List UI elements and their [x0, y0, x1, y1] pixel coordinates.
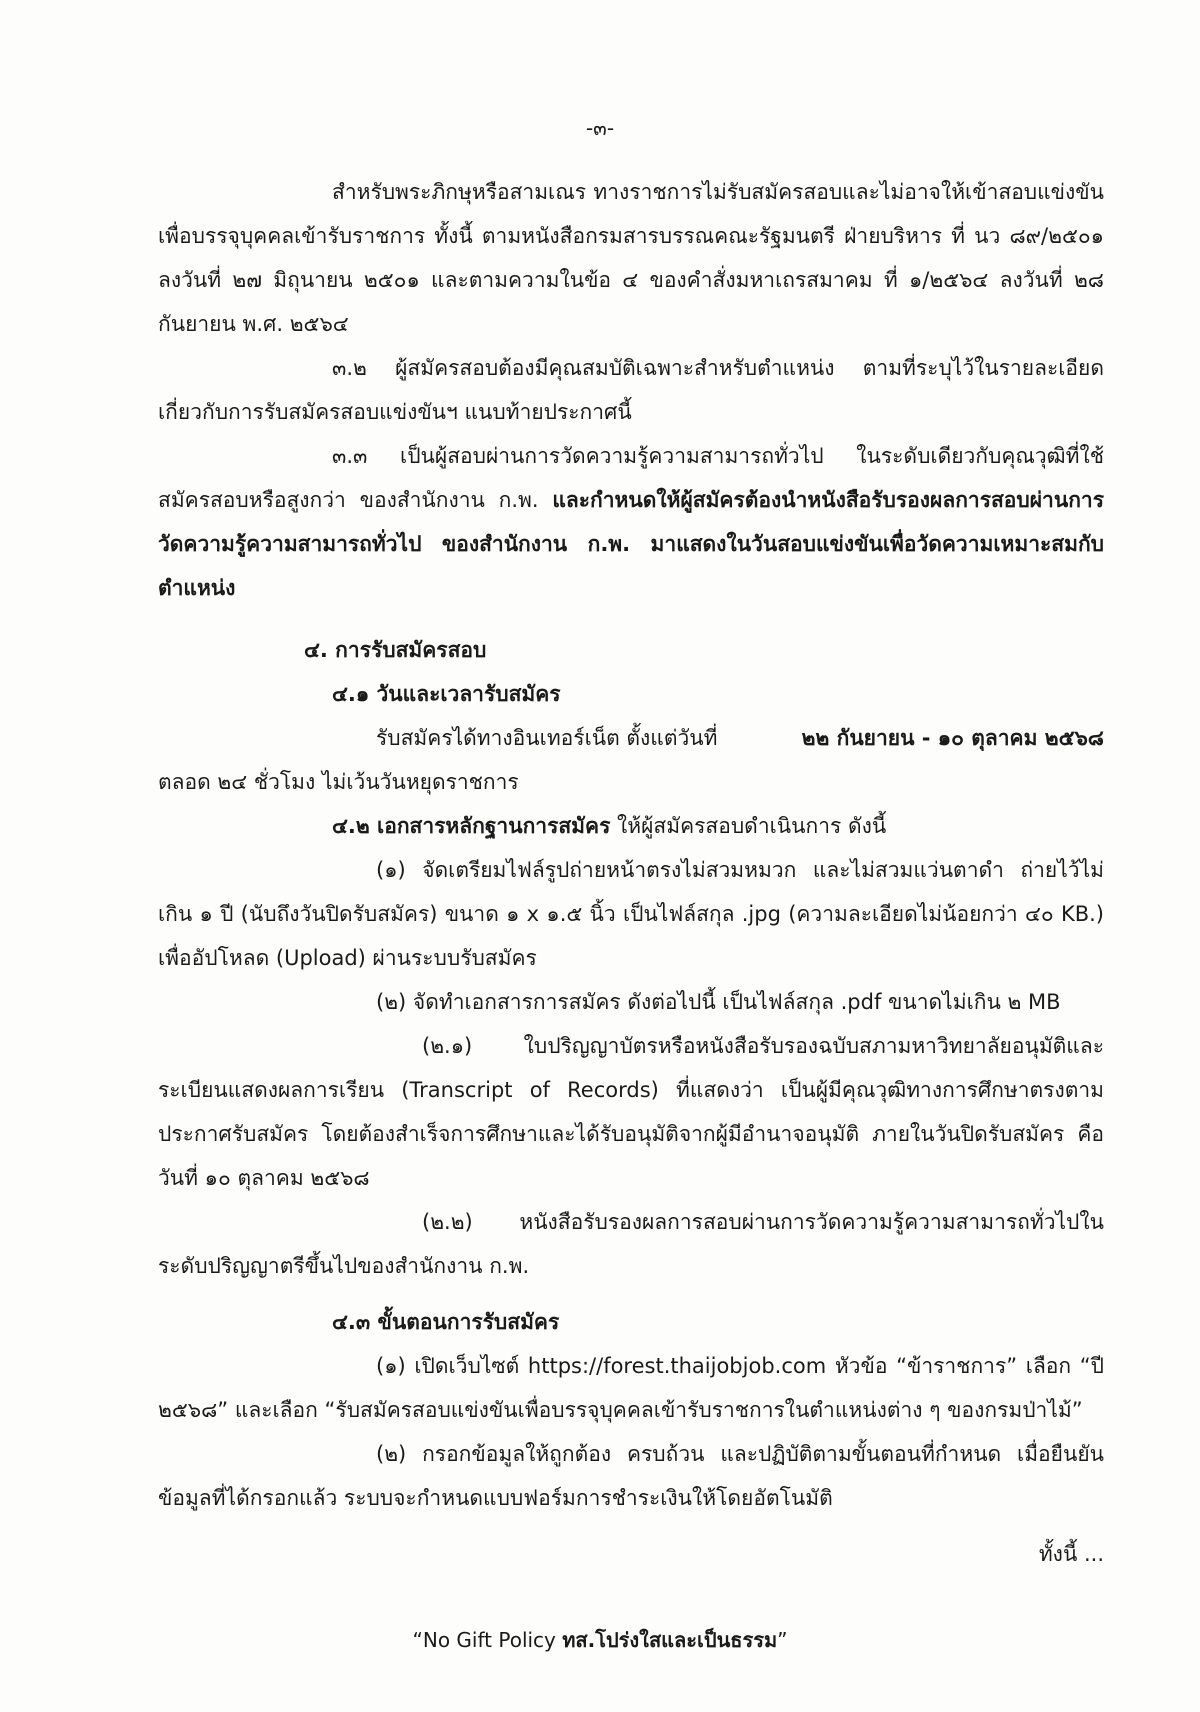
- item-4-2-2-1: (๒.๑) ใบปริญญาบัตรหรือหนังสือรับรองฉบับสภามหาวิทยาลัยอนุมัติและระเบียนแสดงผลการเรียน (Transcript of Records) ที่แสดงว่า เป็นผู้มีคุณวุฒิทางการศึกษาตรงตามประกาศรับสมัคร โดยต้องสำเร็จการศึกษาและได้รับอนุมัติจากผู้มีอำนาจอนุมัติ ภายในวันปิดรับสมัคร คือ วันที่ ๑๐ ตุลาคม ๒๕๖๘: [158, 1034, 1104, 1190]
- application-period-line: [158, 716, 1104, 760]
- paragraph-3-2: ๓.๒ ผู้สมัครสอบต้องมีคุณสมบัติเฉพาะสำหรับตำแหน่ง ตามที่ระบุไว้ในรายละเอียดเกี่ยวกับการรับสมัครสอบแข่งขันฯ แนบท้ายประกาศนี้: [158, 356, 1104, 424]
- application-period-dates: ๒๒ กันยายน - ๑๐ ตุลาคม ๒๕๖๘: [801, 726, 1104, 750]
- continuation-marker: ทั้งนี้ ...: [1038, 1542, 1104, 1566]
- item-4-2-1: (๑) จัดเตรียมไฟล์รูปถ่ายหน้าตรงไม่สวมหมวก และไม่สวมแว่นตาดำ ถ่ายไว้ไม่เกิน ๑ ปี (นับถึงวันปิดรับสมัคร) ขนาด ๑ x ๑.๕ นิ้ว เป็นไฟล์สกุล .jpg (ความละเอียดไม่น้อยกว่า ๔๐ KB.) เพื่ออัปโหลด (Upload) ผ่านระบบรับสมัคร: [158, 858, 1104, 970]
- footer-prefix: “No Gift Policy: [412, 1628, 563, 1652]
- footer-bold: ทส.โปร่งใสและเป็นธรรม: [562, 1628, 778, 1652]
- section-4-heading: ๔. การรับสมัครสอบ: [304, 638, 487, 662]
- item-4-3-2: (๒) กรอกข้อมูลให้ถูกต้อง ครบถ้วน และปฏิบัติตามขั้นตอนที่กำหนด เมื่อยืนยันข้อมูลที่ได้กรอกแล้ว ระบบจะกำหนดแบบฟอร์มการชำระเงินให้โดยอัตโนมัติ: [158, 1442, 1104, 1510]
- document-body: [158, 170, 1104, 1520]
- paragraph-3-3-text: ๓.๓ เป็นผู้สอบผ่านการวัดความรู้ความสามารถทั่วไป ในระดับเดียวกับคุณวุฒิที่ใช้สมัครสอบหรือสูงกว่า ของสำนักงาน ก.พ.: [158, 444, 1104, 512]
- paragraph-3-3: [158, 434, 1104, 610]
- item-4-2-2-2: (๒.๒) หนังสือรับรองผลการสอบผ่านการวัดความรู้ความสามารถทั่วไปในระดับปริญญาตรีขึ้นไปของสำนักงาน ก.พ.: [158, 1210, 1104, 1278]
- item-4-2-2: (๒) จัดทำเอกสารการสมัคร ดังต่อไปนี้ เป็นไฟล์สกุล .pdf ขนาดไม่เกิน ๒ MB: [376, 990, 1061, 1014]
- section-4-3-heading: ๔.๓ ขั้นตอนการรับสมัคร: [332, 1310, 560, 1334]
- section-4-2-title: ๔.๒ เอกสารหลักฐานการสมัคร: [332, 814, 611, 838]
- paragraph-3-3-bold-text: และกำหนดให้ผู้สมัครต้องนำหนังสือรับรองผลการสอบผ่านการวัดความรู้ความสามารถทั่วไป ของสำนักงาน ก.พ. มาแสดงในวันสอบแข่งขันเพื่อวัดความเหมาะสมกับตำแหน่ง: [158, 488, 1104, 600]
- section-4-2-subtitle: ให้ผู้สมัครสอบดำเนินการ ดังนี้: [610, 814, 887, 838]
- application-period-continuation: ตลอด ๒๔ ชั่วโมง ไม่เว้นวันหยุดราชการ: [158, 770, 519, 794]
- section-4-2-heading: [158, 804, 1104, 848]
- application-period-label: รับสมัครได้ทางอินเทอร์เน็ต ตั้งแต่วันที่: [376, 726, 718, 750]
- footer-suffix: ”: [777, 1628, 788, 1652]
- page-number: -๓-: [585, 116, 615, 140]
- paragraph-monk-restriction: สำหรับพระภิกษุหรือสามเณร ทางราชการไม่รับสมัครสอบและไม่อาจให้เข้าสอบแข่งขันเพื่อบรรจุบุคคลเข้ารับราชการ ทั้งนี้ ตามหนังสือกรมสารบรรณคณะรัฐมนตรี ฝ่ายบริหาร ที่ นว ๘๙/๒๕๐๑ ลงวันที่ ๒๗ มิถุนายน ๒๕๐๑ และตามความในข้อ ๔ ของคำสั่งมหาเถรสมาคม ที่ ๑/๒๕๖๔ ลงวันที่ ๒๘ กันยายน พ.ศ. ๒๕๖๔: [158, 180, 1104, 336]
- item-4-3-1: (๑) เปิดเว็บไซต์ https://forest.thaijobjob.com หัวข้อ “ข้าราชการ” เลือก “ปี ๒๕๖๘” และเลือก “รับสมัครสอบแข่งขันเพื่อบรรจุบุคคลเข้ารับราชการในตำแหน่งต่าง ๆ ของกรมป่าไม้”: [158, 1354, 1104, 1422]
- section-4-1-heading: ๔.๑ วันและเวลารับสมัคร: [332, 682, 561, 706]
- footer-slogan: [0, 1624, 1200, 1656]
